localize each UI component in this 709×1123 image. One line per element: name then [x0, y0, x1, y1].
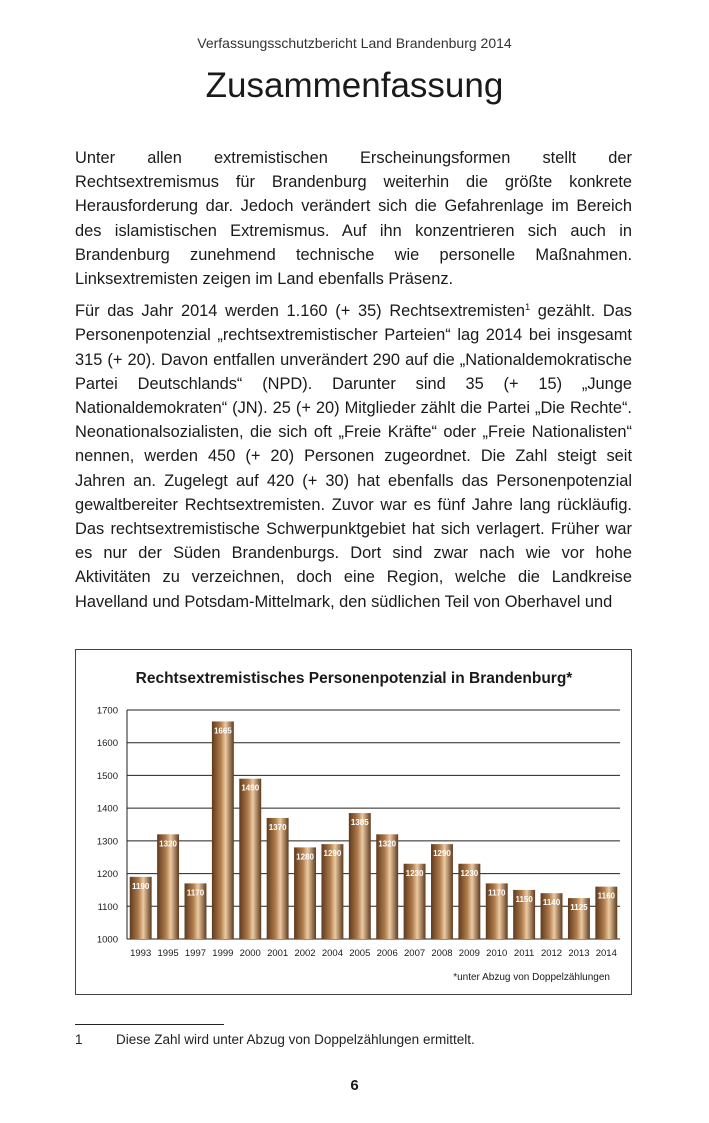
bar-2006: [376, 834, 398, 939]
y-tick-label: 1300: [96, 836, 118, 848]
paragraph-2-part-1: Für das Jahr 2014 werden 1.160 (+ 35) Rechtsextremisten: [75, 302, 526, 321]
x-tick-label: 2004: [321, 948, 343, 959]
x-tick-label: 2011: [513, 948, 535, 959]
bar-2004: [321, 844, 343, 939]
bar-value-label: 1490: [241, 783, 260, 793]
bar-2000: [239, 779, 261, 939]
x-tick-label: 2002: [294, 948, 316, 959]
footnote-text: Diese Zahl wird unter Abzug von Doppelzählungen ermittelt.: [116, 1032, 475, 1047]
bar-value-label: 1125: [570, 903, 588, 913]
page-title: Zusammenfassung: [205, 66, 504, 105]
x-tick-label: 2013: [568, 948, 590, 959]
y-tick-label: 1200: [96, 869, 118, 881]
running-head: Verfassungsschutzbericht Land Brandenburg 2014: [197, 35, 512, 51]
x-tick-label: 2000: [239, 948, 261, 959]
page-number: 6: [350, 1077, 359, 1094]
bar-2008: [431, 844, 453, 939]
chart-title: Rechtsextremistisches Personenpotenzial in Brandenburg*: [135, 670, 573, 687]
bar-value-label: 1150: [515, 894, 533, 904]
bar-value-label: 1160: [597, 891, 615, 901]
y-tick-label: 1500: [96, 770, 118, 782]
x-tick-label: 2008: [431, 948, 453, 959]
bar-value-label: 1230: [460, 868, 479, 878]
y-tick-label: 1100: [97, 901, 118, 913]
bar-value-label: 1170: [186, 888, 205, 898]
paragraph-2: [75, 299, 632, 614]
bar-value-label: 1140: [542, 898, 561, 908]
chart-note: *unter Abzug von Doppelzählungen: [453, 972, 610, 983]
x-tick-label: 2006: [376, 948, 398, 959]
x-tick-label: 1995: [157, 948, 179, 959]
x-tick-label: 2005: [349, 948, 371, 959]
x-tick-label: 1997: [184, 948, 207, 959]
chart-box: [75, 649, 632, 995]
bar-value-label: 1170: [488, 888, 506, 898]
x-tick-label: 2014: [595, 948, 617, 959]
bar-1999: [212, 721, 234, 939]
y-tick-label: 1000: [96, 934, 118, 946]
bar-chart: [76, 650, 633, 996]
footnote-number: 1: [75, 1032, 83, 1047]
bar-value-label: 1370: [268, 822, 287, 832]
paragraph-2-part-2: gezählt. Das Personenpotenzial „rechtsextremistischer Parteien“ lag 2014 bei insgesamt 315 (+ 20). Davon entfallen unverändert 290 auf die „Nationaldemokratische Partei Deutschlands“ (NPD). Darunter sind 35 (+ 15) „Junge Nationaldemokraten“ (JN). 25 (+ 20) Mitglieder zählt die Partei „Die Rechte“. Neonationalsozialisten, die sich oft „Freie Kräfte“ oder „Freie Nationalisten“ nennen, werden 450 (+ 20) Personen zugeordnet. Die Zahl steigt seit Jahren an. Zugelegt auf 420 (+ 30) hat ebenfalls das Personenpotenzial gewaltbereiter Rechtsextremisten. Zuvor war es fünf Jahre lang rückläufig. Das rechtsextremistische Schwerpunktgebiet hat sich verlagert. Früher war es nur der Süden Brandenburgs. Dort sind zwar nach wie vor hohe Aktivitäten zu verzeichnen, doch eine Region, welche die Landkreise Havelland und Potsdam-Mittelmark, den südlichen Teil von Oberhavel und: [75, 302, 633, 611]
y-tick-label: 1600: [96, 738, 118, 750]
bar-value-label: 1190: [132, 881, 150, 891]
x-tick-label: 2001: [267, 948, 289, 959]
x-tick-label: 1993: [130, 948, 152, 959]
bar-value-label: 1230: [405, 868, 424, 878]
y-tick-label: 1700: [96, 705, 118, 717]
bar-value-label: 1385: [350, 818, 369, 828]
bar-2001: [267, 818, 289, 939]
y-tick-label: 1400: [96, 803, 118, 815]
x-tick-label: 2010: [486, 948, 508, 959]
footnote-ref[interactable]: 1: [525, 302, 531, 313]
paragraph-1: Unter allen extremistischen Erscheinungsformen stellt der Rechtsextremismus für Brandenburg weiterhin die größte konkrete Herausforderung dar. Jedoch verändert sich die Gefahrenlage im Bereich des islamistischen Extremismus. Auf ihn konzentrieren sich auch in Brandenburg zunehmend technische wie personelle Maßnahmen. Linksextremisten zeigen im Land ebenfalls Präsenz.: [75, 149, 632, 289]
footnote-rule: [75, 1024, 224, 1025]
bar-value-label: 1290: [433, 849, 451, 859]
bar-value-label: 1320: [159, 839, 177, 849]
x-tick-label: 2009: [458, 948, 480, 959]
body-text: [75, 146, 632, 622]
bar-value-label: 1290: [323, 849, 342, 859]
bar-value-label: 1320: [378, 839, 397, 849]
bar-1995: [157, 834, 179, 939]
x-tick-label: 1999: [212, 948, 234, 959]
x-tick-label: 2007: [404, 948, 426, 959]
x-tick-label: 2012: [540, 948, 563, 959]
bar-value-label: 1280: [296, 852, 314, 862]
bar-value-label: 1665: [213, 726, 232, 736]
bar-2005: [349, 813, 371, 939]
